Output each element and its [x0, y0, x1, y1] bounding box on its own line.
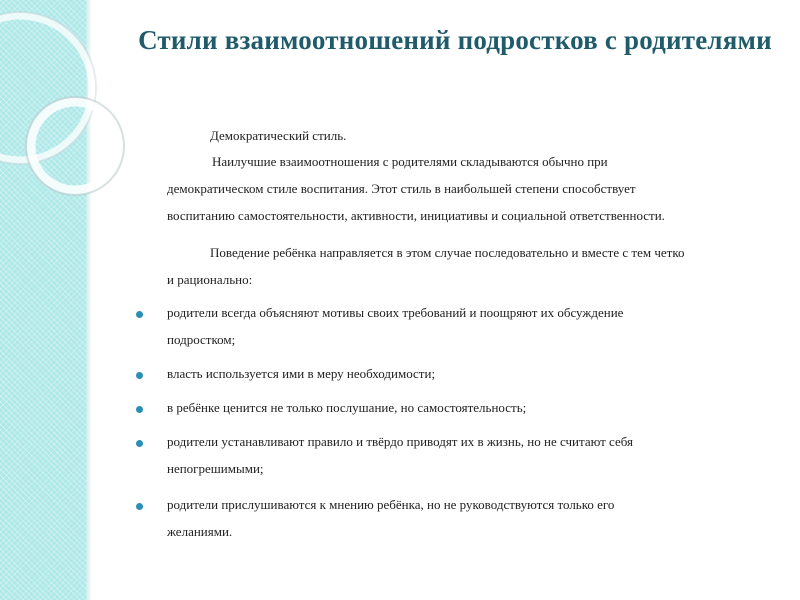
list-item-3: в ребёнке ценится не только послушание, но самостоятельность;: [167, 400, 527, 415]
style-heading: Демократический стиль.: [210, 128, 347, 143]
list-item-5-line-2: желаниями.: [167, 524, 233, 539]
paragraph-2-line-1: Поведение ребёнка направляется в этом случае последовательно и вместе с тем четко: [210, 245, 685, 260]
list-item-5-line-1: родители прислушиваются к мнению ребёнка, но не руководствуются только его: [167, 497, 615, 512]
list-item-1-line-2: подростком;: [167, 332, 236, 347]
bullet-marker: [136, 372, 143, 379]
paragraph-2-line-2: и рационально:: [167, 272, 253, 287]
list-item-4-line-2: непогрешимыми;: [167, 461, 264, 476]
bullet-marker: [136, 406, 143, 413]
paragraph-1-line-1: Наилучшие взаимоотношения с родителями складываются обычно при: [212, 154, 608, 169]
slide-title: Стили взаимоотношений подростков с родителями: [138, 25, 772, 55]
list-item-4-line-1: родители устанавливают правило и твёрдо приводят их в жизнь, но не считают себя: [167, 434, 634, 449]
bullet-marker: [136, 503, 143, 510]
list-item-2: власть используется ими в меру необходимости;: [167, 366, 436, 381]
bullet-marker: [136, 311, 143, 318]
list-item-1-line-1: родители всегда объясняют мотивы своих требований и поощряют их обсуждение: [167, 305, 624, 320]
paragraph-1-line-3: воспитанию самостоятельности, активности, инициативы и социальной ответственности.: [167, 208, 665, 223]
bullet-marker: [136, 440, 143, 447]
paragraph-1-line-2: демократическом стиле воспитания. Этот стиль в наибольшей степени способствует: [167, 181, 636, 196]
